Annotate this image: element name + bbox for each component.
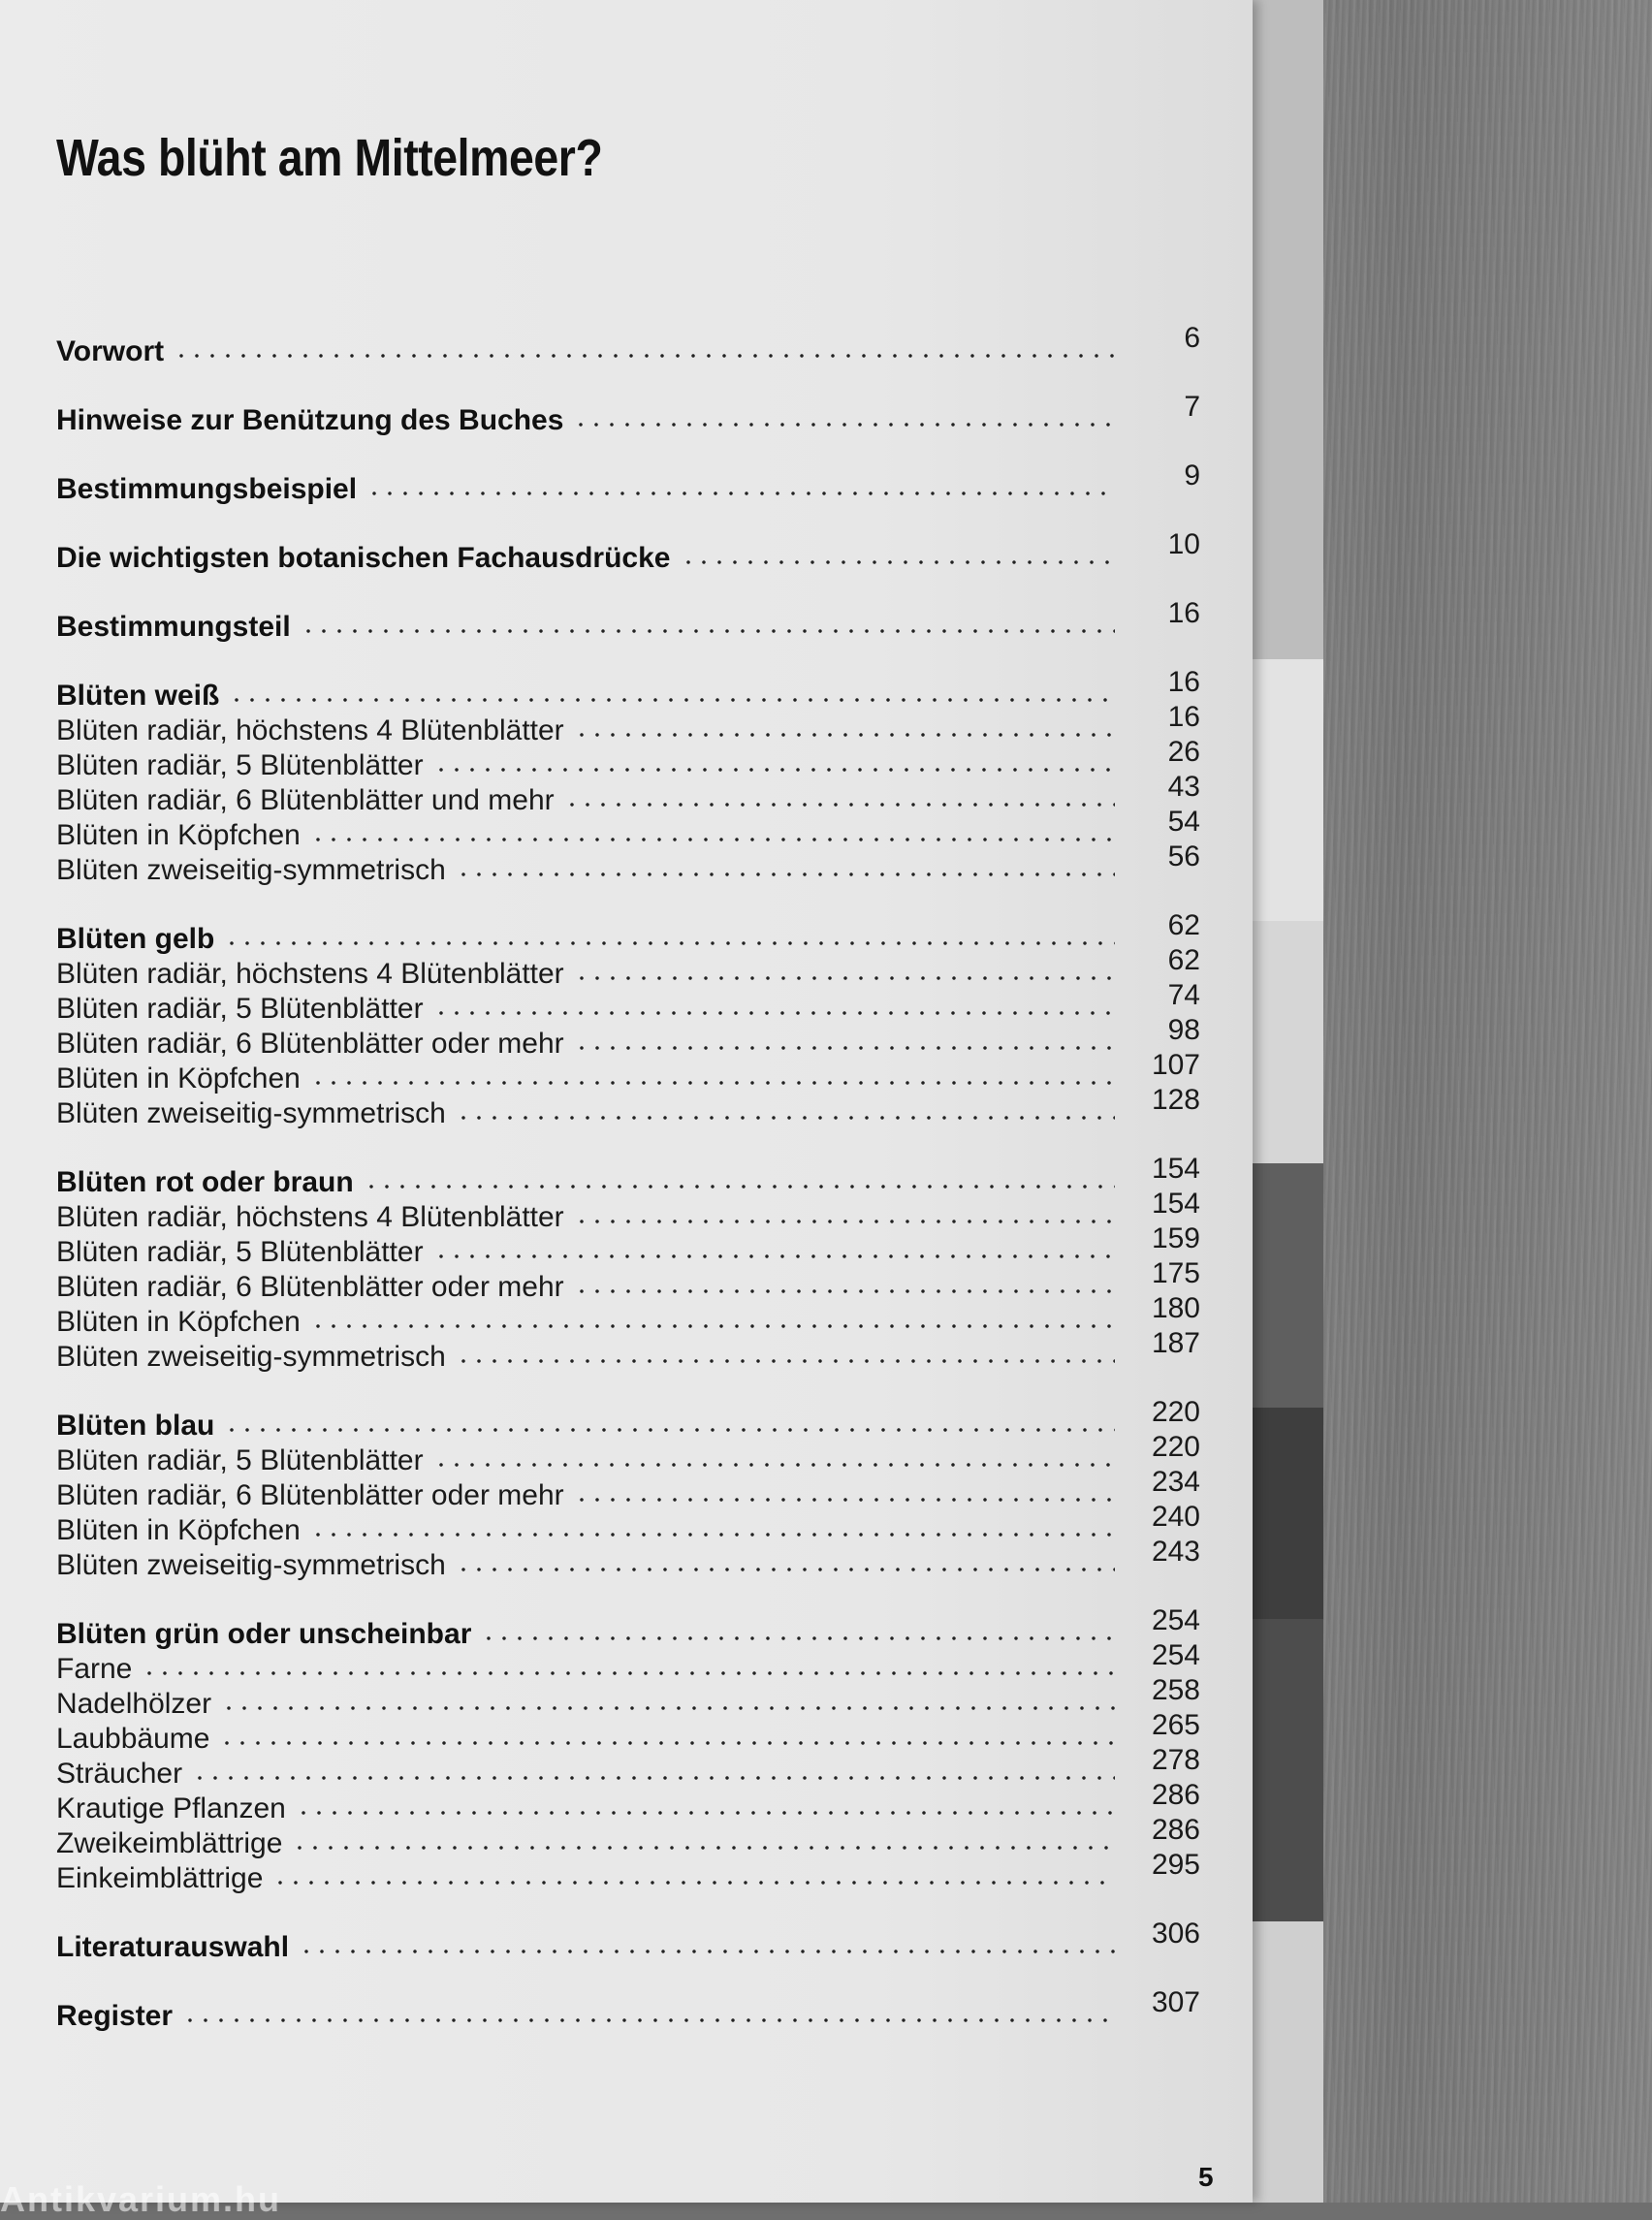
toc-entry <box>56 806 1200 853</box>
dot-leader <box>564 803 1115 807</box>
toc-entry <box>56 1986 1200 2034</box>
toc-entry <box>56 1292 1200 1340</box>
toc-entry-label: Farne <box>56 1653 133 1685</box>
toc-entry <box>56 701 1200 748</box>
toc-entry <box>56 1639 1200 1687</box>
toc-page-number: 306 <box>1151 1918 1200 1950</box>
dot-leader <box>182 2018 1115 2022</box>
toc-entry <box>56 1431 1200 1478</box>
dot-leader <box>574 1289 1115 1293</box>
dot-leader <box>299 1950 1115 1953</box>
dot-leader <box>574 1046 1115 1050</box>
table-of-contents <box>56 322 1200 2034</box>
toc-entry-label: Blüten in Köpfchen <box>56 1514 301 1546</box>
toc-entry <box>56 1501 1200 1548</box>
toc-entry-label: Blüten zweiseitig-symmetrisch <box>56 1097 446 1129</box>
toc-entry-label: Literaturauswahl <box>56 1931 290 1963</box>
toc-page-number: 62 <box>1167 944 1200 976</box>
watermark-text: Antikvarium.hu <box>0 2179 282 2219</box>
dot-leader <box>574 1498 1115 1502</box>
toc-entry-label: Sträucher <box>56 1758 183 1790</box>
toc-entry <box>56 909 1200 957</box>
toc-entry <box>56 1918 1200 1965</box>
toc-entry <box>56 1014 1200 1062</box>
toc-entry-label: Blüten in Köpfchen <box>56 1306 301 1338</box>
dot-leader <box>301 629 1115 633</box>
toc-entry <box>56 460 1200 507</box>
toc-entry-label: Blüten grün oder unscheinbar <box>56 1618 472 1650</box>
page-number: 5 <box>1198 2162 1214 2192</box>
toc-page-number: 286 <box>1151 1814 1200 1846</box>
toc-page-number: 154 <box>1151 1188 1200 1220</box>
toc-page-number: 258 <box>1151 1674 1200 1706</box>
toc-entry-label: Blüten radiär, 6 Blütenblätter oder mehr <box>56 1479 564 1511</box>
toc-entry-label: Blüten rot oder braun <box>56 1166 354 1198</box>
dot-leader <box>574 733 1115 737</box>
toc-entry-label: Blüten zweiseitig-symmetrisch <box>56 854 446 886</box>
toc-entry-label: Blüten in Köpfchen <box>56 1062 301 1094</box>
toc-entry <box>56 771 1200 818</box>
toc-entry <box>56 1466 1200 1513</box>
toc-entry <box>56 1849 1200 1896</box>
toc-entry-label: Krautige Pflanzen <box>56 1792 286 1824</box>
toc-entry <box>56 322 1200 369</box>
toc-entry-label: Die wichtigsten botanischen Fachausdrücke <box>56 542 671 574</box>
toc-entry <box>56 391 1200 438</box>
dot-leader <box>433 1254 1115 1258</box>
toc-entry <box>56 1153 1200 1200</box>
dot-leader <box>433 1463 1115 1467</box>
dot-leader <box>221 1706 1115 1710</box>
toc-entry <box>56 1084 1200 1131</box>
toc-page-number: 6 <box>1184 322 1200 354</box>
toc-page-number: 307 <box>1151 1986 1200 2018</box>
toc-entry <box>56 736 1200 783</box>
toc-entry-label: Zweikeimblättrige <box>56 1827 283 1859</box>
toc-entry <box>56 597 1200 645</box>
toc-entry <box>56 666 1200 714</box>
dot-leader <box>142 1671 1115 1675</box>
toc-entry-label: Blüten radiär, höchstens 4 Blütenblätter <box>56 1201 564 1233</box>
toc-page-number: 159 <box>1151 1222 1200 1254</box>
toc-page-number: 187 <box>1151 1327 1200 1359</box>
dot-leader <box>174 354 1115 358</box>
dot-leader <box>456 1568 1115 1571</box>
toc-page-number: 54 <box>1167 806 1200 838</box>
dot-leader <box>433 768 1115 772</box>
toc-entry-label: Blüten blau <box>56 1410 215 1442</box>
dot-leader <box>310 1324 1115 1328</box>
toc-page-number: 254 <box>1151 1639 1200 1671</box>
dot-leader <box>433 1011 1115 1015</box>
toc-entry-label: Blüten zweiseitig-symmetrisch <box>56 1341 446 1373</box>
toc-page-number: 265 <box>1151 1709 1200 1741</box>
toc-entry <box>56 1257 1200 1305</box>
toc-page-number: 175 <box>1151 1257 1200 1289</box>
toc-page-number: 128 <box>1151 1084 1200 1116</box>
toc-page-number: 240 <box>1151 1501 1200 1533</box>
dot-leader <box>219 1741 1115 1745</box>
toc-page-number: 56 <box>1167 840 1200 872</box>
toc-entry-label: Blüten radiär, 6 Blütenblätter oder mehr <box>56 1028 564 1060</box>
toc-page-number: 220 <box>1151 1431 1200 1463</box>
dot-leader <box>364 1185 1115 1189</box>
toc-entry <box>56 1674 1200 1722</box>
toc-entry-label: Blüten radiär, 6 Blütenblätter und mehr <box>56 784 555 816</box>
toc-entry <box>56 1744 1200 1792</box>
toc-entry-label: Blüten weiß <box>56 680 220 712</box>
toc-page-number: 16 <box>1167 597 1200 629</box>
toc-page-number: 180 <box>1151 1292 1200 1324</box>
toc-entry-label: Blüten radiär, höchstens 4 Blütenblätter <box>56 714 564 746</box>
toc-page-number: 98 <box>1167 1014 1200 1046</box>
toc-page-number: 243 <box>1151 1536 1200 1568</box>
toc-entry <box>56 1327 1200 1375</box>
dot-leader <box>366 492 1115 495</box>
toc-entry <box>56 1222 1200 1270</box>
toc-page-number: 10 <box>1167 528 1200 560</box>
toc-entry-label: Blüten radiär, 5 Blütenblätter <box>56 1444 424 1476</box>
toc-entry-label: Blüten radiär, 5 Blütenblätter <box>56 1236 424 1268</box>
toc-entry <box>56 979 1200 1027</box>
toc-entry-label: Laubbäume <box>56 1723 210 1755</box>
dot-leader <box>481 1636 1115 1640</box>
dot-leader <box>192 1776 1115 1780</box>
toc-entry <box>56 1536 1200 1583</box>
dot-leader <box>272 1881 1115 1885</box>
toc-page-number: 43 <box>1167 771 1200 803</box>
dot-leader <box>292 1846 1115 1850</box>
toc-entry-label: Bestimmungsteil <box>56 611 291 643</box>
toc-entry-label: Bestimmungsbeispiel <box>56 473 358 505</box>
dot-leader <box>573 423 1115 427</box>
toc-page-number: 7 <box>1184 391 1200 423</box>
dot-leader <box>224 941 1115 945</box>
toc-entry-label: Blüten radiär, 5 Blütenblätter <box>56 993 424 1025</box>
toc-page-number: 16 <box>1167 666 1200 698</box>
dot-leader <box>574 976 1115 980</box>
dot-leader <box>296 1811 1115 1815</box>
page-title: Was blüht am Mittelmeer? <box>56 129 603 187</box>
toc-entry <box>56 1814 1200 1861</box>
toc-entry-label: Blüten in Köpfchen <box>56 819 301 851</box>
toc-entry-label: Einkeimblättrige <box>56 1862 264 1894</box>
dot-leader <box>456 872 1115 876</box>
toc-page-number: 107 <box>1151 1049 1200 1081</box>
toc-entry-label: Blüten radiär, 6 Blütenblätter oder mehr <box>56 1271 564 1303</box>
dot-leader <box>310 838 1115 841</box>
toc-entry <box>56 528 1200 576</box>
toc-entry <box>56 1396 1200 1443</box>
toc-entry <box>56 1709 1200 1757</box>
toc-entry-label: Blüten gelb <box>56 923 215 955</box>
toc-entry-label: Blüten radiär, 5 Blütenblätter <box>56 749 424 781</box>
toc-page-number: 74 <box>1167 979 1200 1011</box>
toc-page-number: 278 <box>1151 1744 1200 1776</box>
toc-page-number: 154 <box>1151 1153 1200 1185</box>
toc-entry <box>56 840 1200 888</box>
toc-entry <box>56 1779 1200 1826</box>
toc-entry-label: Blüten radiär, höchstens 4 Blütenblätter <box>56 958 564 990</box>
toc-page-number: 286 <box>1151 1779 1200 1811</box>
toc-entry-label: Blüten zweiseitig-symmetrisch <box>56 1549 446 1581</box>
dot-leader <box>229 698 1115 702</box>
dot-leader <box>310 1081 1115 1085</box>
toc-page-number: 26 <box>1167 736 1200 768</box>
dot-leader <box>224 1428 1115 1432</box>
toc-page-number: 62 <box>1167 909 1200 941</box>
toc-page-number: 254 <box>1151 1604 1200 1636</box>
dot-leader <box>456 1359 1115 1363</box>
toc-page-number: 220 <box>1151 1396 1200 1428</box>
toc-entry-label: Hinweise zur Benützung des Buches <box>56 404 564 436</box>
toc-page-number: 234 <box>1151 1466 1200 1498</box>
toc-entry-label: Vorwort <box>56 335 165 367</box>
toc-entry <box>56 1188 1200 1235</box>
dot-leader <box>681 560 1115 564</box>
toc-entry <box>56 944 1200 992</box>
dot-leader <box>456 1116 1115 1120</box>
toc-entry <box>56 1049 1200 1096</box>
toc-entry-label: Nadelhölzer <box>56 1688 212 1720</box>
toc-page-number: 295 <box>1151 1849 1200 1881</box>
dot-leader <box>574 1220 1115 1223</box>
dot-leader <box>310 1533 1115 1537</box>
toc-page-number: 16 <box>1167 701 1200 733</box>
toc-entry-label: Register <box>56 2000 174 2032</box>
toc-page-number: 9 <box>1184 460 1200 492</box>
toc-entry <box>56 1604 1200 1652</box>
